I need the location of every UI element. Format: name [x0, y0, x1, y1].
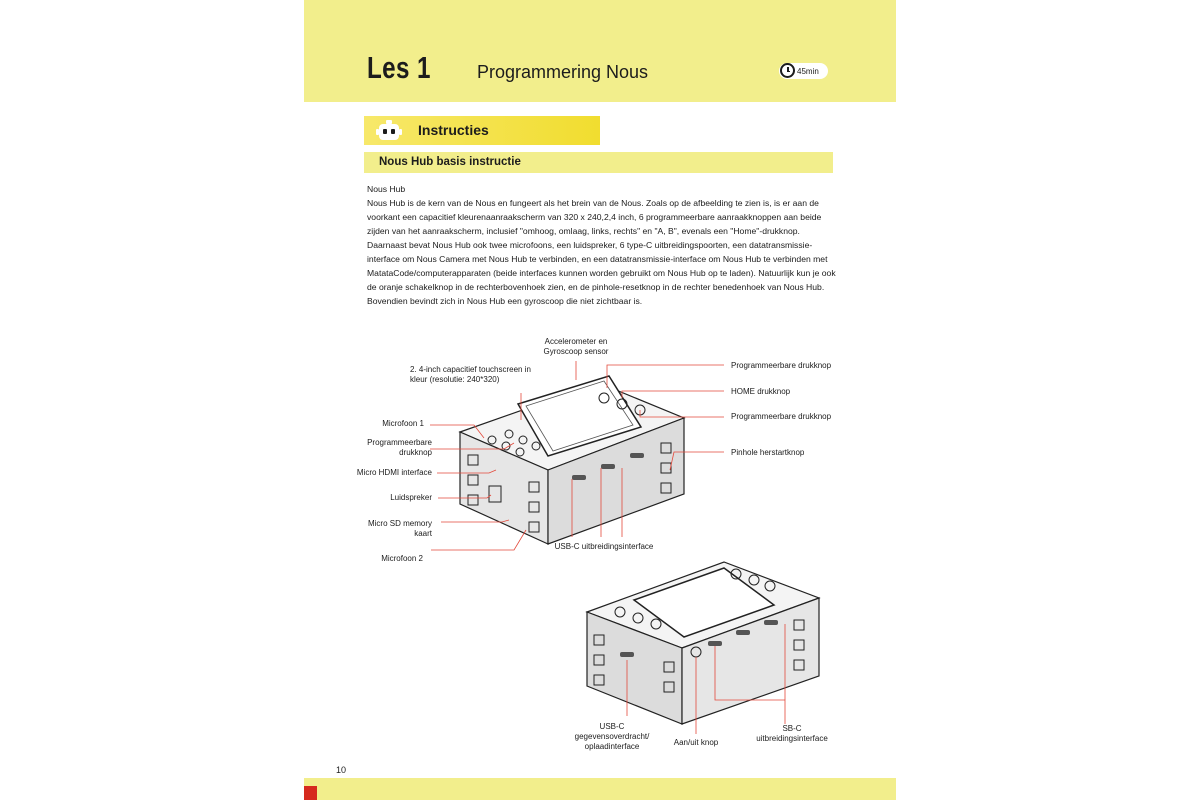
caption-touchscreen: 2. 4-inch capacitief touchscreen in kleur (resolutie: 240*320): [410, 365, 531, 384]
caption-accelerometer: Accelerometer en Gyroscoop sensor: [543, 337, 609, 356]
caption-microfoon-2: Microfoon 2: [381, 554, 423, 563]
caption-hdmi: Micro HDMI interface: [356, 468, 432, 477]
page-title: Programmering Nous: [477, 62, 649, 82]
section-label: Instructies: [418, 122, 489, 138]
caption-prog-left: Programmeerbare drukknop: [367, 438, 432, 457]
page-number: 10: [336, 765, 347, 775]
caption-usbc-ext: USB-C uitbreidingsinterface: [554, 542, 654, 551]
document-page: [304, 0, 896, 800]
caption-prog-right-1: Programmeerbare drukknop: [731, 361, 832, 370]
subsection-label: Nous Hub basis instructie: [379, 156, 521, 168]
caption-prog-right-2: Programmeerbare drukknop: [731, 412, 832, 421]
lesson-number: Les 1: [367, 50, 431, 85]
caption-luidspreker: Luidspreker: [390, 493, 432, 502]
caption-home: HOME drukknop: [731, 387, 791, 396]
caption-pinhole: Pinhole herstartknop: [731, 448, 805, 457]
duration-label: 45min: [797, 67, 819, 76]
caption-power: Aan/uit knop: [673, 738, 719, 747]
body-paragraph: Nous Hub is de kern van de Nous en fungeert als het brein van de Nous. Zoals op de afbeelding te zien is, is er aan de voorkant een capacitief kleurenaanraakscherm van 320 x 240,2,4 inch, 6 programmeerbare aanraakknoppen aan beide zijden van het aanraakscherm, inclusief "omhoog, omlaag, links, rechts" en "A, B", evenals een "Home"-drukknop. Daarnaast bevat Nous Hub ook twee microfoons, een luidspreker, 6 type-C uitbreidingspoorten, een datatransmissie-interface om Nous Camera met Nous Hub te verbinden, en een datatransmissie-interface om Nous Hub te verbinden met MatataCode/computerapparaten (beide interfaces kunnen worden gebruikt om Nous Hub op te laden). Natuurlijk kun je ook de oranje schakelknop in de rechterbovenhoek zien, en de pinhole-resetknop in de rechter benedenhoek van Nous Hub. Bovendien bevindt zich in Nous Hub een gyroscoop die niet zichtbaar is.: [367, 198, 836, 306]
caption-microfoon-1: Microfoon 1: [382, 419, 424, 428]
body-heading: Nous Hub: [367, 184, 406, 194]
caption-usbc-data: USB-C gegevensoverdracht/ oplaadinterface: [574, 722, 650, 751]
caption-sbc: SB-C uitbreidingsinterface: [756, 724, 828, 743]
footer-band: [304, 778, 896, 800]
device-diagram: [304, 0, 896, 800]
footer-accent: [304, 786, 317, 800]
caption-sd: Micro SD memory kaart: [367, 519, 432, 538]
